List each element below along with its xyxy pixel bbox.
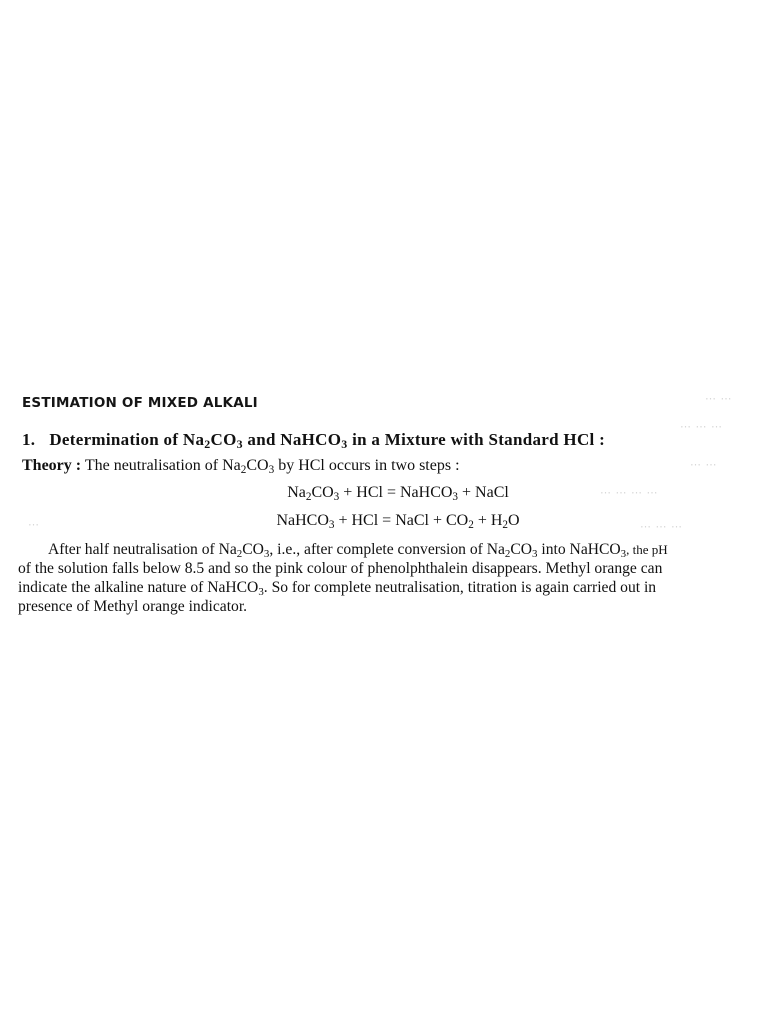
equation-text: + HCl = NaHCO xyxy=(339,484,453,501)
section-title xyxy=(22,430,605,450)
paragraph-line-2: of the solution falls below 8.5 and so the pink colour of phenolphthalein disappears. Methyl orange can xyxy=(18,560,663,577)
equation-text: NaHCO xyxy=(276,512,329,529)
subscript: 3 xyxy=(452,491,459,503)
paragraph-text: CO xyxy=(510,541,533,558)
bleed-through-mark: ⋯ ⋯ xyxy=(690,458,717,471)
paragraph-text: CO xyxy=(242,541,264,558)
subscript: 2 xyxy=(240,464,247,476)
page-heading: ESTIMATION OF MIXED ALKALI xyxy=(22,395,258,411)
equation-text: + HCl = NaCl + CO xyxy=(334,512,469,529)
paragraph-text: indicate the alkaline nature of NaHCO xyxy=(18,579,259,596)
subscript: 2 xyxy=(204,437,211,451)
equation-text: + H xyxy=(473,512,503,529)
title-text: CO xyxy=(210,430,237,449)
subscript: 2 xyxy=(502,519,508,531)
bleed-through-mark: ⋯ ⋯ xyxy=(705,392,732,405)
explanation-paragraph xyxy=(18,540,762,616)
equation-text: + NaCl xyxy=(458,484,509,501)
subscript: 3 xyxy=(258,586,264,598)
paragraph-line-3 xyxy=(18,578,762,597)
subscript: 3 xyxy=(341,437,348,451)
equation-text: CO xyxy=(311,484,334,501)
subscript: 3 xyxy=(620,548,627,560)
paragraph-line-4: presence of Methyl orange indicator. xyxy=(18,598,248,615)
subscript: 3 xyxy=(236,437,243,451)
section-number: 1. xyxy=(22,430,36,449)
equation-text: Na xyxy=(287,484,306,501)
paragraph-text: into NaHCO xyxy=(537,541,621,558)
paragraph-text: After half neutralisation of Na xyxy=(48,541,237,558)
bleed-through-mark: ⋯ ⋯ ⋯ ⋯ xyxy=(600,486,658,499)
bleed-through-mark: ⋯ ⋯ ⋯ xyxy=(680,420,723,433)
theory-label: Theory : xyxy=(22,457,82,474)
theory-line xyxy=(22,457,460,475)
subscript: 2 xyxy=(236,548,243,560)
paragraph-text: , i.e., after complete conversion of Na xyxy=(269,541,505,558)
subscript: 3 xyxy=(268,464,275,476)
subscript: 2 xyxy=(305,491,312,503)
subscript: 3 xyxy=(333,491,340,503)
paragraph-text: , the pH xyxy=(626,542,668,557)
equation-text: O xyxy=(507,512,520,529)
subscript: 3 xyxy=(532,548,538,560)
title-text: in a Mixture with Standard HCl : xyxy=(347,430,606,449)
equation-2 xyxy=(14,512,768,530)
subscript: 2 xyxy=(468,519,474,531)
theory-text: CO xyxy=(246,457,269,474)
title-text: Determination of Na xyxy=(49,430,205,449)
theory-text: The neutralisation of Na xyxy=(81,457,241,474)
theory-text: by HCl occurs in two steps : xyxy=(274,457,460,474)
subscript: 2 xyxy=(504,548,511,560)
subscript: 3 xyxy=(263,548,270,560)
paragraph-line-1 xyxy=(18,540,762,559)
bleed-through-mark: ⋯ ⋯ ⋯ xyxy=(640,520,683,533)
subscript: 3 xyxy=(328,519,335,531)
equation-1 xyxy=(14,484,768,502)
paragraph-text: . So for complete neutralisation, titration is again carried out in xyxy=(263,579,657,596)
title-text: and NaHCO xyxy=(242,430,342,449)
bleed-through-mark: ⋯ xyxy=(28,518,40,531)
